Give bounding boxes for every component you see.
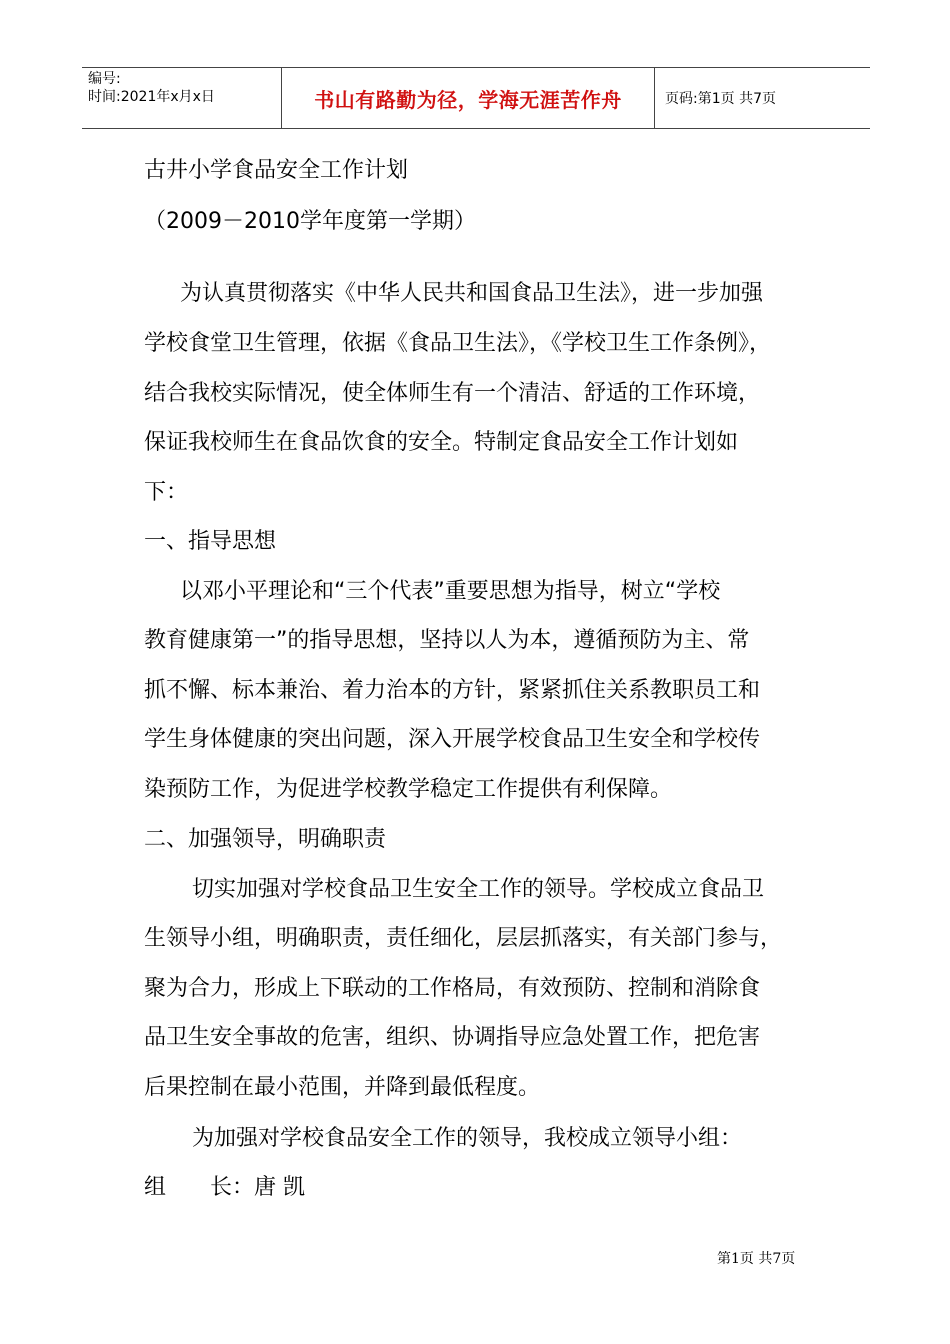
time-label: 时间:2021年x月x日 (88, 89, 215, 105)
text-line: 为加强对学校食品安全工作的领导，我校成立领导小组： (192, 1126, 743, 1151)
text-line: 下： (144, 480, 189, 505)
text-line: 后果控制在最小范围，并降到最低程度。 (144, 1075, 541, 1100)
text-line: 染预防工作，为促进学校教学稳定工作提供有利保障。 (144, 777, 673, 802)
document-subtitle: （2009－2010学年度第一学期） (144, 209, 476, 234)
text-line: 保证我校师生在食品饮食的安全。特制定食品安全工作计划如 (144, 430, 739, 455)
text-line: 为认真贯彻落实《中华人民共和国食品卫生法》，进一步加强 (180, 281, 764, 306)
text-line: 学校食堂卫生管理，依据《食品卫生法》，《学校卫生工作条例》， (144, 331, 772, 356)
text-line: 学生身体健康的突出问题，深入开展学校食品卫生安全和学校传 (144, 727, 761, 752)
text-line: 以邓小平理论和“三个代表”重要思想为指导，树立“学校 (180, 579, 721, 604)
text-line: 教育健康第一”的指导思想，坚持以人为本，遵循预防为主、常 (144, 628, 750, 653)
header-page-info: 页码:第1页 共7页 (665, 91, 776, 107)
document-title: 古井小学食品安全工作计划 (144, 158, 409, 183)
page-footer: 第1页 共7页 (717, 1251, 796, 1267)
text-line: 生领导小组，明确职责，责任细化，层层抓落实，有关部门参与， (144, 926, 783, 951)
section-heading: 一、指导思想 (144, 529, 277, 554)
header-meta (82, 68, 282, 128)
number-label: 编号: (88, 71, 121, 87)
text-line: 切实加强对学校食品卫生安全工作的领导。学校成立食品卫 (192, 877, 765, 902)
leader-line: 组 长：唐 凯 (144, 1175, 305, 1200)
text-line: 品卫生安全事故的危害，组织、协调指导应急处置工作，把危害 (144, 1025, 761, 1050)
section-heading: 二、加强领导，明确职责 (144, 827, 387, 852)
page-header (82, 67, 870, 129)
motto: 书山有路勤为径，学海无涯苦作舟 (314, 87, 622, 112)
text-line: 结合我校实际情况，使全体师生有一个清洁、舒适的工作环境， (144, 381, 761, 406)
header-motto-cell (282, 68, 655, 128)
text-line: 抓不懈、标本兼治、着力治本的方针，紧紧抓住关系教职员工和 (144, 678, 761, 703)
text-line: 聚为合力，形成上下联动的工作格局，有效预防、控制和消除食 (144, 976, 761, 1001)
